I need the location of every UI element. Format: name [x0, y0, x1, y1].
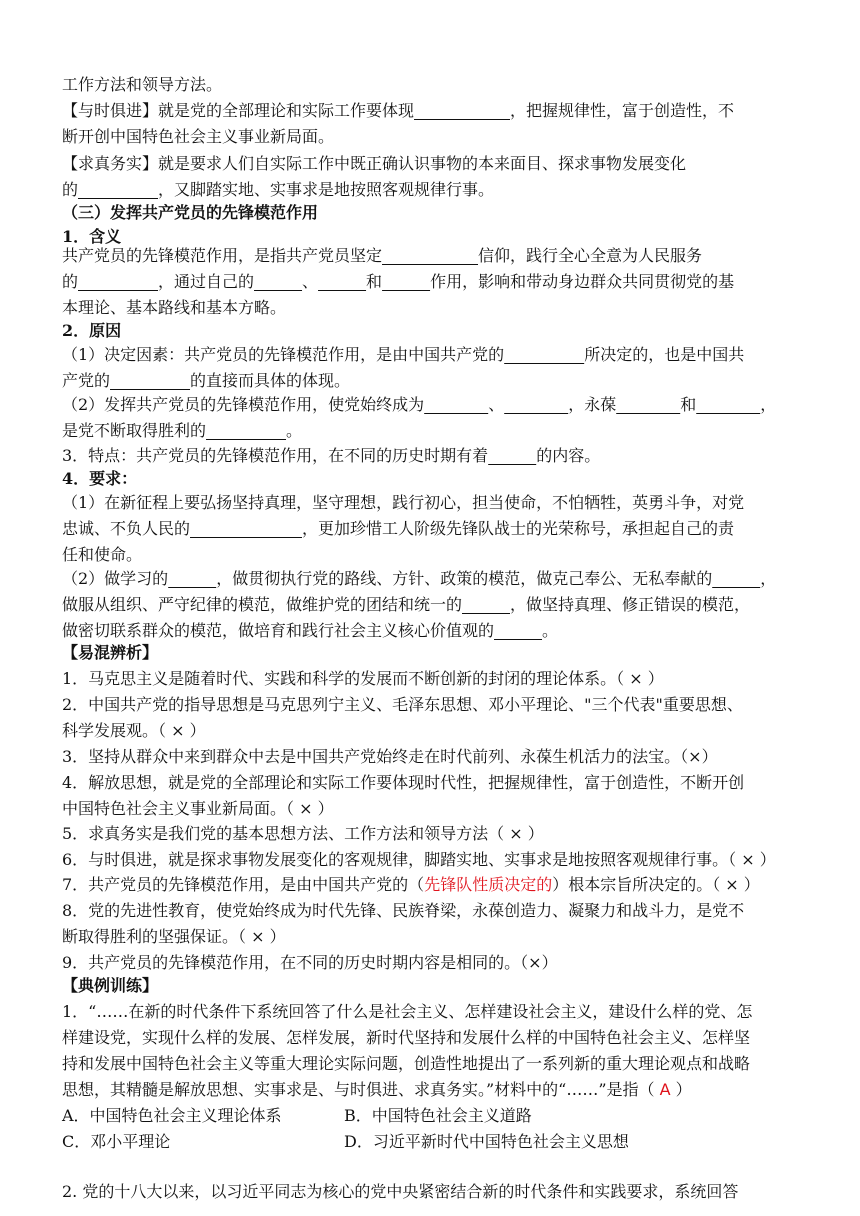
fill-blank[interactable] — [254, 272, 302, 291]
fill-blank[interactable] — [488, 446, 536, 465]
text-line: （1）在新征程上要弘扬坚持真理，坚守理想，践行初心，担当使命，不怕牺牲，英勇斗争，对党 — [62, 493, 745, 512]
text-line: 工作方法和领导方法。 — [62, 75, 223, 94]
text-line: 8．党的先进性教育，使党始终成为时代先锋、民族脊梁，永葆创造力、凝聚力和战斗力，是党不 — [62, 901, 745, 920]
fill-blank[interactable] — [78, 272, 158, 291]
text-line: 的 ，又脚踏实地、实事求是地按照客观规律行事。 — [62, 180, 495, 199]
fill-blank[interactable] — [504, 395, 568, 414]
text-line: 中国特色社会主义事业新局面。（ × ） — [62, 799, 334, 818]
text-line: 本理论、基本路线和基本方略。 — [62, 298, 287, 317]
question-2-line: 2. 党的十八大以来，以习近平同志为核心的党中央紧密结合新的时代条件和实践要求，系统回答 — [62, 1182, 739, 1201]
text-line: 【求真务实】就是要求人们自实际工作中既正确认识事物的本来面目、探求事物发展变化 — [62, 154, 687, 173]
fill-blank[interactable] — [110, 371, 190, 390]
text-line: 产党的 的直接而具体的体现。 — [62, 371, 351, 390]
text-line: 断开创中国特色社会主义事业新局面。 — [62, 127, 335, 146]
text-line: 任和使命。 — [62, 545, 143, 564]
text-line: 3．坚持从群众中来到群众中去是中国共产党始终走在时代前列、永葆生机活力的法宝。（×） — [62, 747, 718, 766]
fill-blank[interactable] — [462, 595, 510, 614]
section-heading: （三）发挥共产党员的先锋模范作用 — [62, 203, 319, 222]
option-d: D．习近平新时代中国特色社会主义思想 — [344, 1132, 629, 1151]
option-a: A．中国特色社会主义理论体系 — [62, 1106, 282, 1125]
text-line: （2）发挥共产党员的先锋模范作用，使党始终成为 、 ，永葆 和 ， — [62, 395, 777, 414]
text-line: 9．共产党员的先锋模范作用，在不同的历史时期内容是相同的。（×） — [62, 953, 558, 972]
answer-note: 先锋队性质决定的 — [424, 875, 553, 894]
text-line: 样建设党，实现什么样的发展、怎样发展，新时代坚持和发展什么样的中国特色社会主义、怎样坚 — [62, 1028, 751, 1047]
text-line: 做服从组织、严守纪律的模范，做维护党的团结和统一的 ，做坚持真理、修正错误的模范， — [62, 595, 751, 614]
fill-blank[interactable] — [190, 519, 302, 538]
text-line: 4．解放思想，就是党的全部理论和实际工作要体现时代性，把握规律性，富于创造性，不断开创 — [62, 773, 745, 792]
text-line: 是党不断取得胜利的 。 — [62, 421, 303, 440]
text-line: 思想，其精髓是解放思想、实事求是、与时俱进、求真务实。”材料中的“……”是指（ A ） — [62, 1080, 692, 1099]
fill-blank[interactable] — [414, 101, 510, 120]
section-heading: 1．含义 — [62, 227, 122, 246]
text-line: 5．求真务实是我们党的基本思想方法、工作方法和领导方法（ × ） — [62, 824, 544, 843]
fill-blank[interactable] — [494, 621, 542, 640]
option-c: C．邓小平理论 — [62, 1132, 171, 1151]
text-line: 做密切联系群众的模范，做培育和践行社会主义核心价值观的 。 — [62, 621, 559, 640]
text-line: （1）决定因素：共产党员的先锋模范作用，是由中国共产党的 所决定的，也是中国共 — [62, 345, 745, 364]
text-line: 1．马克思主义是随着时代、实践和科学的发展而不断创新的封闭的理论体系。（ × ） — [62, 669, 664, 688]
option-b: B．中国特色社会主义道路 — [344, 1106, 532, 1125]
text-line: 3．特点：共产党员的先锋模范作用，在不同的历史时期有着 的内容。 — [62, 446, 601, 465]
text-line: 科学发展观。（ × ） — [62, 721, 206, 740]
text-line: 2．中国共产党的指导思想是马克思列宁主义、毛泽东思想、邓小平理论、"三个代表"重要思想、 — [62, 695, 743, 714]
text-line: 7．共产党员的先锋模范作用，是由中国共产党的（先锋队性质决定的）根本宗旨所决定的。（ × ） — [62, 875, 760, 894]
text-line: 共产党员的先锋模范作用，是指共产党员坚定 信仰，践行全心全意为人民服务 — [62, 246, 703, 265]
fill-blank[interactable] — [696, 395, 760, 414]
fill-blank[interactable] — [168, 569, 216, 588]
fill-blank[interactable] — [712, 569, 760, 588]
fill-blank[interactable] — [424, 395, 488, 414]
text-line: 忠诚、不负人民的 ，更加珍惜工人阶级先锋队战士的光荣称号，承担起自己的责 — [62, 519, 735, 538]
text-line: （2）做学习的 ，做贯彻执行党的路线、方针、政策的模范，做克己奉公、无私奉献的 ， — [62, 569, 777, 588]
fill-blank[interactable] — [382, 246, 478, 265]
fill-blank[interactable] — [206, 421, 286, 440]
section-heading: 2．原因 — [62, 321, 122, 340]
text-line: 持和发展中国特色社会主义等重大理论实际问题，创造性地提出了一系列新的重大理论观点和战略 — [62, 1054, 751, 1073]
text-line: 6．与时俱进，就是探求事物发展变化的客观规律，脚踏实地、实事求是地按照客观规律行事。（ × ） — [62, 850, 776, 869]
section-heading: 【易混辨析】 — [62, 643, 159, 662]
text-line: 断取得胜利的坚强保证。（ × ） — [62, 927, 286, 946]
fill-blank[interactable] — [78, 180, 158, 199]
section-heading: 【典例训练】 — [62, 976, 159, 995]
answer-letter: A — [659, 1080, 671, 1099]
text-line: 【与时俱进】就是党的全部理论和实际工作要体现 ，把握规律性，富于创造性，不 — [62, 101, 735, 120]
fill-blank[interactable] — [318, 272, 366, 291]
text-line: 1．“……在新的时代条件下系统回答了什么是社会主义、怎样建设社会主义，建设什么样的党、怎 — [62, 1002, 753, 1021]
text-line: 的 ，通过自己的 、 和 作用，影响和带动身边群众共同贯彻党的基 — [62, 272, 735, 291]
fill-blank[interactable] — [382, 272, 430, 291]
fill-blank[interactable] — [504, 345, 584, 364]
fill-blank[interactable] — [616, 395, 680, 414]
section-heading: 4．要求： — [62, 469, 138, 488]
